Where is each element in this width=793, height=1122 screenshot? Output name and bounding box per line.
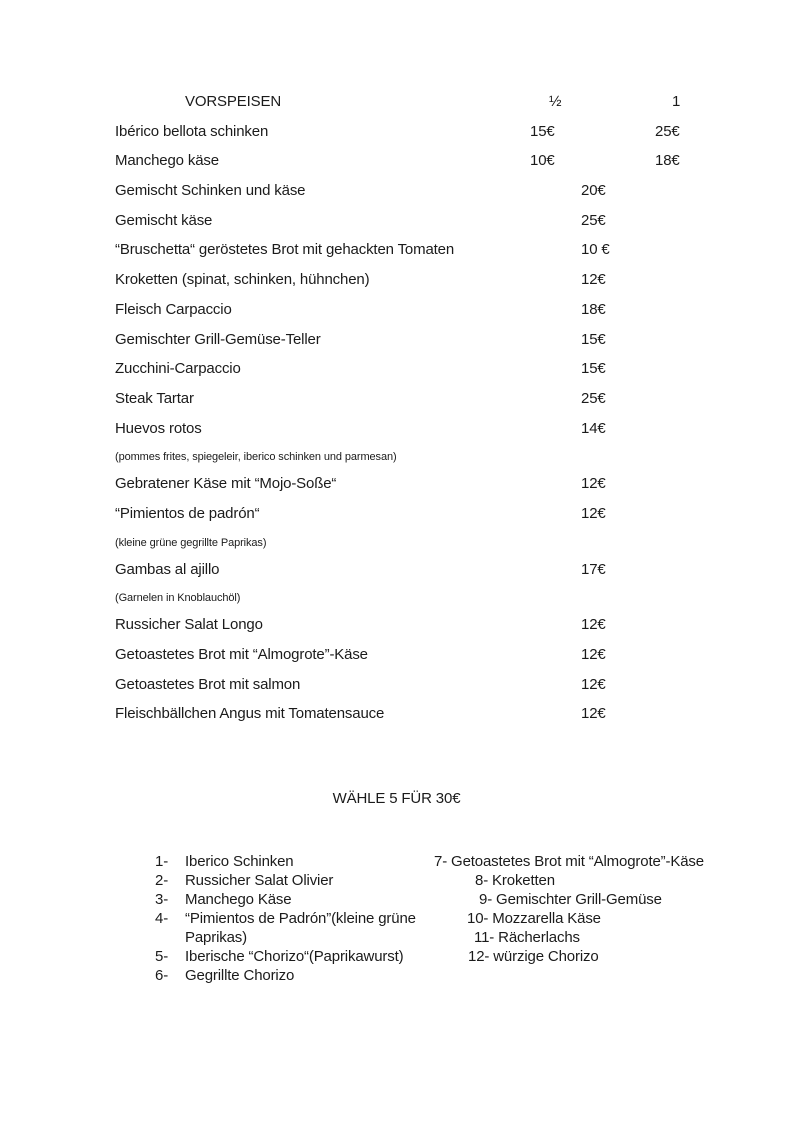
item-name: Gemischt Schinken und käse xyxy=(115,182,306,200)
item-number: 2- xyxy=(155,872,169,889)
item-price: 12€ xyxy=(581,675,606,693)
combo-list-item: 12- würzige Chorizo xyxy=(468,948,599,965)
item-name: “Pimientos de padrón“ xyxy=(115,504,260,522)
combo-list-item xyxy=(155,947,434,966)
vorspeisen-section xyxy=(115,92,715,734)
menu-item-row xyxy=(115,389,715,419)
item-name: Getoastetes Brot mit salmon xyxy=(115,675,301,693)
item-price-full-portion: 18€ xyxy=(655,152,680,170)
menu-item-row xyxy=(115,675,715,705)
item-price-half-portion: 10€ xyxy=(530,152,555,170)
item-note: (kleine grüne gegrillte Paprikas) xyxy=(115,536,267,549)
item-name: Gemischter Grill-Gemüse-Teller xyxy=(115,330,321,348)
menu-item-note-row xyxy=(115,589,715,615)
item-price: 12€ xyxy=(581,646,606,663)
menu-item-note-row xyxy=(115,534,715,560)
combo-list-item xyxy=(155,871,434,890)
item-price: 15€ xyxy=(581,360,606,378)
item-price: 15€ xyxy=(581,330,606,348)
menu-item-row xyxy=(115,211,715,241)
section-title: VORSPEISEN xyxy=(185,93,282,110)
combo-list-item: 9- Gemischter Grill-Gemüse xyxy=(479,891,662,908)
menu-item-row xyxy=(115,560,715,590)
menu-header-row xyxy=(115,92,715,122)
item-number: 5- xyxy=(155,948,169,965)
item-number: 4- xyxy=(155,910,169,927)
item-name: Getoastetes Brot mit “Almogrote”-Käse xyxy=(115,646,368,663)
combo-list-item: 7- Getoastetes Brot mit “Almogrote”-Käse xyxy=(434,853,704,870)
combo-columns xyxy=(155,852,755,985)
item-name: Fleisch Carpaccio xyxy=(115,300,232,318)
item-price: 12€ xyxy=(581,504,606,522)
item-text: Iberico Schinken xyxy=(185,853,294,870)
item-note: (pommes frites, spiegeleir, iberico schinken und parmesan) xyxy=(115,451,397,464)
combo-list-item xyxy=(155,966,434,985)
menu-item-row xyxy=(115,151,715,181)
item-name: Steak Tartar xyxy=(115,389,194,407)
item-note: (Garnelen in Knoblauchöl) xyxy=(115,592,241,605)
combo-section xyxy=(155,852,755,985)
menu-item-row xyxy=(115,122,715,152)
item-price: 14€ xyxy=(581,419,606,437)
item-price: 25€ xyxy=(581,389,606,407)
item-name: Ibérico bellota schinken xyxy=(115,122,269,140)
menu-rows xyxy=(115,122,715,734)
item-text: Russicher Salat Olivier xyxy=(185,872,334,889)
menu-item-row xyxy=(115,645,715,675)
item-name: Gambas al ajillo xyxy=(115,560,220,578)
item-name: Fleischbällchen Angus mit Tomatensauce xyxy=(115,705,385,723)
item-price: 20€ xyxy=(581,182,606,200)
item-text: “Pimientos de Padrón”(kleine grüne Paprikas) xyxy=(185,910,416,946)
item-name: Huevos rotos xyxy=(115,419,202,437)
item-price: 25€ xyxy=(581,211,606,229)
combo-list-item: 10- Mozzarella Käse xyxy=(467,910,601,927)
menu-item-row xyxy=(115,181,715,211)
item-price: 12€ xyxy=(581,705,606,723)
menu-item-row xyxy=(115,704,715,734)
item-price: 12€ xyxy=(581,616,606,634)
combo-list-item xyxy=(155,890,434,909)
item-name: Gebratener Käse mit “Mojo-Soße“ xyxy=(115,475,337,493)
menu-item-row xyxy=(115,359,715,389)
item-price: 18€ xyxy=(581,300,606,318)
item-text: Gegrillte Chorizo xyxy=(185,967,295,984)
combo-list-item xyxy=(155,909,434,947)
column-header-half-portion: ½ xyxy=(549,93,562,110)
combo-list-item: 8- Kroketten xyxy=(475,872,555,889)
item-price: 12€ xyxy=(581,475,606,493)
menu-item-row xyxy=(115,240,715,270)
item-number: 6- xyxy=(155,967,169,984)
menu-item-row xyxy=(115,419,715,449)
menu-item-row xyxy=(115,300,715,330)
item-price: 17€ xyxy=(581,560,606,578)
item-name: Gemischt käse xyxy=(115,211,213,229)
menu-item-note-row xyxy=(115,448,715,474)
item-price: 10 € xyxy=(581,241,610,259)
item-number: 1- xyxy=(155,853,169,870)
combo-list-right xyxy=(434,852,704,966)
menu-item-row xyxy=(115,330,715,360)
item-text: Iberische “Chorizo“(Paprikawurst) xyxy=(185,948,404,965)
menu-item-row xyxy=(115,474,715,504)
combo-list-left xyxy=(155,852,434,985)
item-price-full-portion: 25€ xyxy=(655,122,680,140)
column-header-full-portion: 1 xyxy=(672,93,681,110)
combo-list-item: 11- Rächerlachs xyxy=(474,929,580,946)
item-text: Manchego Käse xyxy=(185,891,292,908)
item-name: Russicher Salat Longo xyxy=(115,616,263,634)
menu-item-row xyxy=(115,270,715,300)
item-price: 12€ xyxy=(581,271,606,289)
combo-title: WÄHLE 5 FÜR 30€ xyxy=(332,790,461,807)
item-number: 3- xyxy=(155,891,169,908)
menu-item-row xyxy=(115,504,715,534)
item-name: “Bruschetta“ geröstetes Brot mit gehackten Tomaten xyxy=(115,241,455,259)
menu-item-row xyxy=(115,615,715,645)
item-name: Manchego käse xyxy=(115,152,219,170)
item-price-half-portion: 15€ xyxy=(530,122,555,140)
item-name: Kroketten (spinat, schinken, hühnchen) xyxy=(115,271,370,289)
item-name: Zucchini-Carpaccio xyxy=(115,360,241,378)
combo-list-item xyxy=(155,852,434,871)
